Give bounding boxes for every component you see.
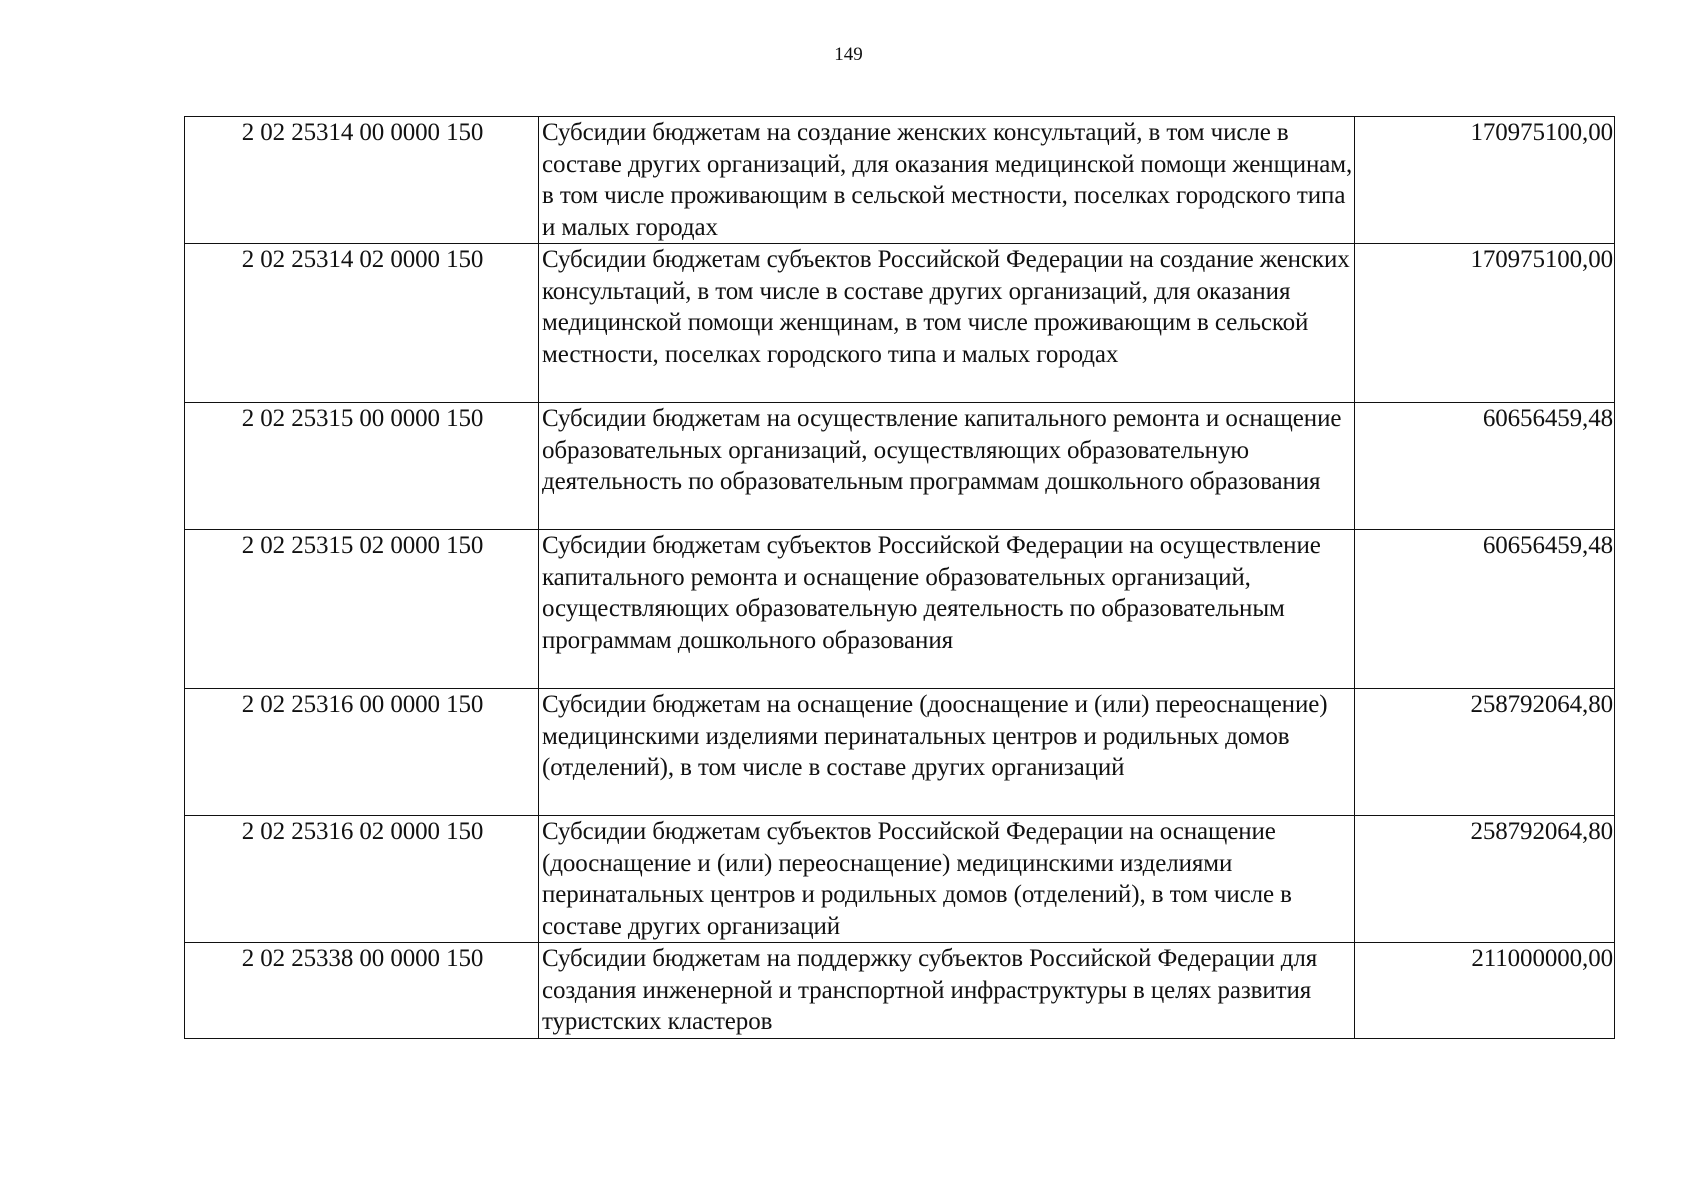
description-cell: Субсидии бюджетам на оснащение (дооснащение и (или) переоснащение) медицинскими изделиями перинатальных центров и родильных домов (отделений), в том числе в составе других организаций <box>539 689 1355 816</box>
budget-code-cell: 2 02 25315 02 0000 150 <box>185 530 539 689</box>
budget-code-cell: 2 02 25314 02 0000 150 <box>185 244 539 403</box>
budget-code-cell: 2 02 25314 00 0000 150 <box>185 117 539 244</box>
page-number: 149 <box>834 44 863 65</box>
amount-cell: 60656459,48 <box>1355 530 1615 689</box>
table-row <box>185 403 1615 530</box>
amount-cell: 258792064,80 <box>1355 689 1615 816</box>
table-row <box>185 530 1615 689</box>
budget-code-cell: 2 02 25315 00 0000 150 <box>185 403 539 530</box>
description-cell: Субсидии бюджетам на поддержку субъектов Российской Федерации для создания инженерной и транспортной инфраструктуры в целях развития туристских кластеров <box>539 943 1355 1039</box>
table-row <box>185 689 1615 816</box>
description-cell: Субсидии бюджетам субъектов Российской Федерации на создание женских консультаций, в том числе в составе других организаций, для оказания медицинской помощи женщинам, в том числе проживающим в сельской местности, поселках городского типа и малых городах <box>539 244 1355 403</box>
description-cell: Субсидии бюджетам субъектов Российской Федерации на осуществление капитального ремонта и оснащение образовательных организаций, осуществляющих образовательную деятельность по образовательным программам дошкольного образования <box>539 530 1355 689</box>
amount-cell: 258792064,80 <box>1355 816 1615 943</box>
budget-code-cell: 2 02 25316 00 0000 150 <box>185 689 539 816</box>
description-cell: Субсидии бюджетам субъектов Российской Федерации на оснащение (дооснащение и (или) переоснащение) медицинскими изделиями перинатальных центров и родильных домов (отделений), в том числе в составе других организаций <box>539 816 1355 943</box>
description-cell: Субсидии бюджетам на осуществление капитального ремонта и оснащение образовательных организаций, осуществляющих образовательную деятельность по образовательным программам дошкольного образования <box>539 403 1355 530</box>
amount-cell: 170975100,00 <box>1355 117 1615 244</box>
amount-cell: 60656459,48 <box>1355 403 1615 530</box>
budget-revenue-table <box>184 116 1615 1039</box>
table-row <box>185 244 1615 403</box>
table-row <box>185 816 1615 943</box>
table-row <box>185 117 1615 244</box>
table-row <box>185 943 1615 1039</box>
description-cell: Субсидии бюджетам на создание женских консультаций, в том числе в составе других организаций, для оказания медицинской помощи женщинам, в том числе проживающим в сельской местности, поселках городского типа и малых городах <box>539 117 1355 244</box>
amount-cell: 170975100,00 <box>1355 244 1615 403</box>
budget-code-cell: 2 02 25338 00 0000 150 <box>185 943 539 1039</box>
budget-code-cell: 2 02 25316 02 0000 150 <box>185 816 539 943</box>
amount-cell: 211000000,00 <box>1355 943 1615 1039</box>
